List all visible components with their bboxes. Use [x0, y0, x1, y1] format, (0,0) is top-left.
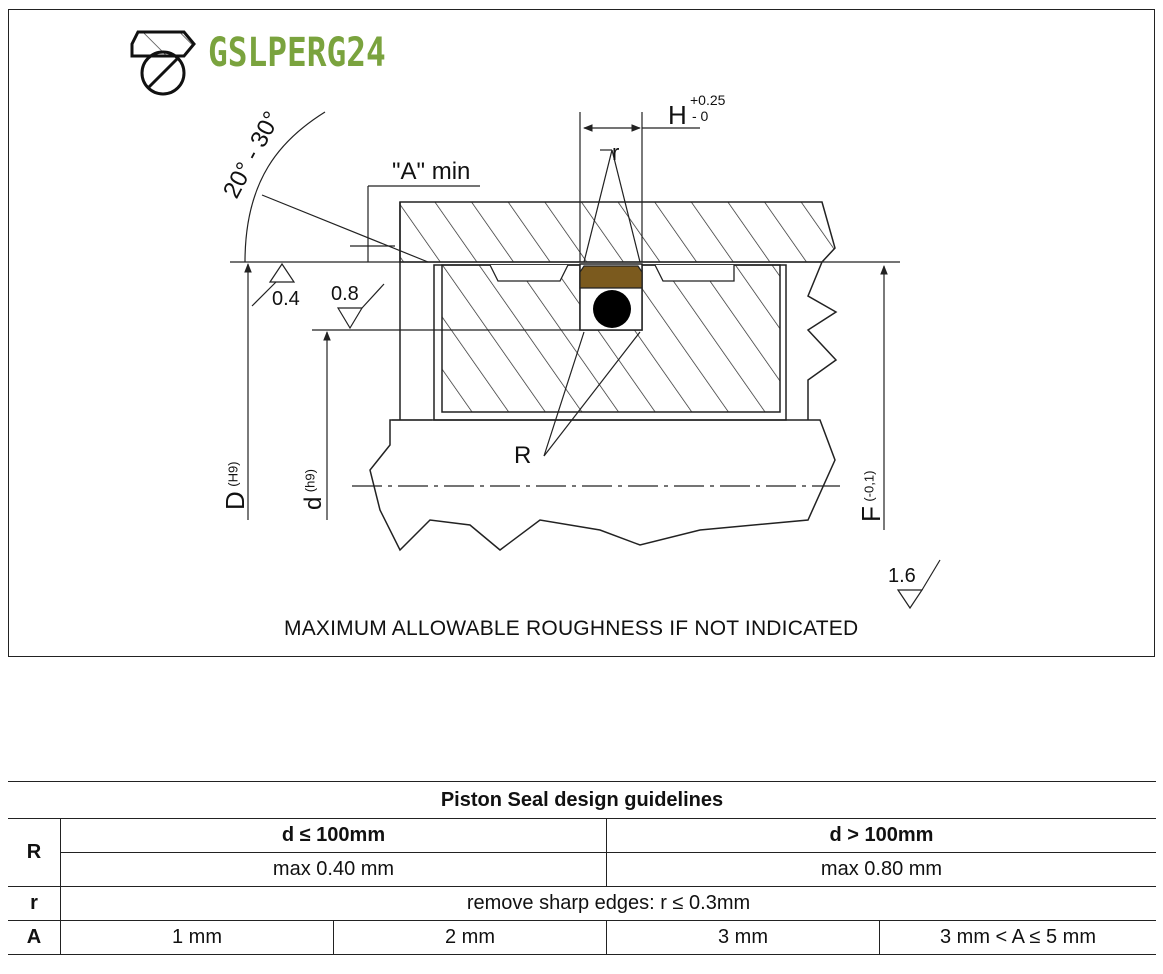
- row-label-A: A: [8, 921, 61, 955]
- brand-name: GSLPERG24: [208, 30, 386, 76]
- value-A-2: 2 mm: [334, 921, 607, 955]
- roughness-footnote: MAXIMUM ALLOWABLE ROUGHNESS IF NOT INDICATED: [284, 617, 859, 640]
- d-big-tolerance: (H9): [225, 461, 241, 487]
- d-small-tolerance: (h9): [302, 469, 318, 493]
- seal-cross-section-logo-icon: [132, 32, 194, 94]
- row-label-r: r: [8, 887, 61, 921]
- angle-label: 20° - 30°: [218, 107, 286, 203]
- value-A-1: 1 mm: [61, 921, 334, 955]
- h-tolerance-lower: - 0: [692, 108, 709, 124]
- roughness-0-4: 0.4: [272, 288, 300, 310]
- d-big-dimension-label: [220, 461, 251, 510]
- piston-rod-section: [352, 420, 840, 550]
- h-tolerance-upper: +0.25: [690, 92, 726, 108]
- roughness-1-6: 1.6: [888, 565, 916, 587]
- value-A-3: 3 mm: [607, 921, 880, 955]
- f-dimension-label: [856, 471, 887, 522]
- o-ring: [593, 290, 631, 328]
- seal-groove: [580, 264, 642, 330]
- small-r-label: r: [612, 140, 620, 165]
- row-label-R: R: [8, 819, 61, 887]
- design-guidelines-table: [8, 781, 1156, 955]
- header-d-le-100: d ≤ 100mm: [61, 819, 607, 853]
- value-R-large-d: max 0.80 mm: [607, 853, 1157, 887]
- f-tolerance: (-0,1): [861, 470, 877, 502]
- roughness-0-8: 0.8: [331, 283, 359, 305]
- a-min-label: "A" min: [392, 158, 471, 185]
- f-letter: F: [856, 506, 886, 522]
- header-d-gt-100: d > 100mm: [607, 819, 1157, 853]
- d-small-dimension-label: [300, 469, 328, 510]
- value-r: remove sharp edges: r ≤ 0.3mm: [61, 887, 1157, 921]
- d-big-letter: D: [220, 491, 250, 510]
- big-r-label: R: [514, 442, 532, 469]
- d-small-letter: d: [300, 496, 327, 510]
- table-title: Piston Seal design guidelines: [8, 782, 1156, 819]
- h-label: H: [668, 100, 687, 130]
- value-A-4: 3 mm < A ≤ 5 mm: [880, 921, 1157, 955]
- value-R-small-d: max 0.40 mm: [61, 853, 607, 887]
- seal-ring: [580, 266, 642, 288]
